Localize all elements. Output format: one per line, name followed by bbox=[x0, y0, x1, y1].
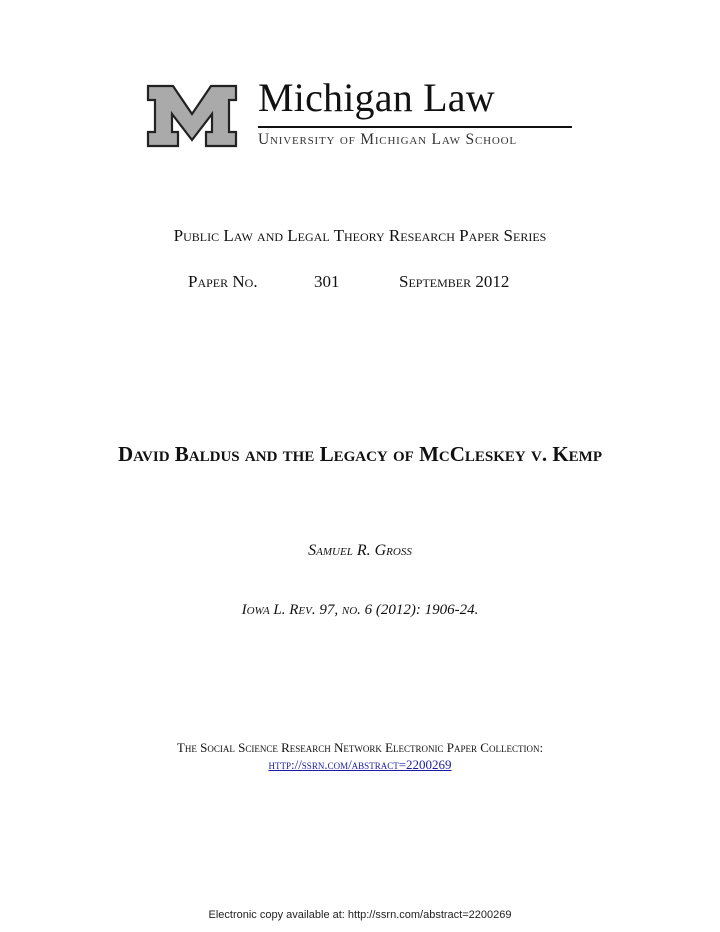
michigan-law-logo bbox=[146, 75, 576, 154]
citation-volume: 97, bbox=[319, 602, 339, 618]
paper-title: David Baldus and the Legacy of McCleskey v. Kemp bbox=[117, 442, 603, 466]
logo-divider bbox=[258, 126, 572, 128]
logo-title: Michigan Law bbox=[258, 75, 495, 120]
paper-number: 301 bbox=[314, 272, 340, 291]
ssrn-abstract-link[interactable] bbox=[0, 757, 720, 773]
ssrn-link-id[interactable]: 2200269 bbox=[406, 757, 452, 772]
paper-date: September 2012 bbox=[399, 272, 510, 291]
footer-electronic-copy: Electronic copy available at: http://ssrn.com/abstract=2200269 bbox=[208, 909, 512, 921]
logo-subtitle: University of Michigan Law School bbox=[258, 131, 517, 148]
ssrn-link-text[interactable]: http://ssrn.com/abstract= bbox=[268, 757, 407, 772]
citation-issue-label: no. bbox=[341, 602, 361, 618]
block-m-logo-icon bbox=[146, 84, 238, 148]
paper-author: Samuel R. Gross bbox=[308, 542, 412, 559]
paper-citation bbox=[0, 602, 720, 619]
paper-number-label: Paper No. bbox=[188, 272, 258, 291]
series-title: Public Law and Legal Theory Research Paper Series bbox=[173, 226, 547, 245]
ssrn-collection: The Social Science Research Network Electronic Paper Collection: bbox=[176, 740, 544, 755]
citation-journal: Iowa L. Rev. bbox=[241, 602, 316, 618]
paper-number-row bbox=[0, 272, 720, 296]
citation-issue: 6 (2012): 1906-24. bbox=[364, 602, 479, 618]
